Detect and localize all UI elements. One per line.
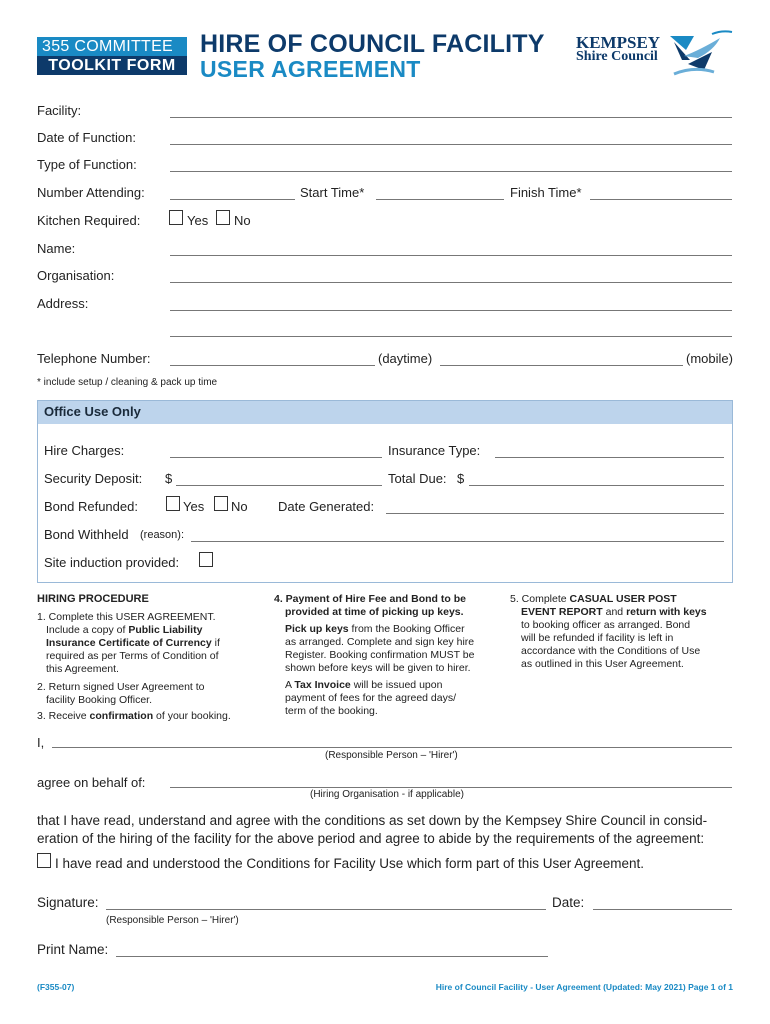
step1-line3 — [37, 637, 252, 650]
procedure-column-2 — [274, 593, 499, 718]
step5-bold-2: EVENT REPORT — [521, 606, 603, 618]
number-attending-label: Number Attending: — [37, 185, 145, 200]
step4-title-line2: provided at time of picking up keys. — [285, 606, 464, 618]
office-use-title: Office Use Only — [44, 404, 141, 419]
footer-page-info: Hire of Council Facility - User Agreement (Updated: May 2021) Page 1 of 1 — [435, 982, 733, 992]
bond-refunded-label: Bond Refunded: — [44, 499, 138, 514]
telephone-mobile-field[interactable] — [440, 365, 683, 366]
step4-p2-line2: payment of fees for the agreed days/ — [285, 692, 457, 704]
step5-line3: to booking officer as arranged. Bond — [521, 619, 691, 631]
mobile-label: (mobile) — [686, 351, 733, 366]
bond-refunded-no-checkbox[interactable] — [214, 496, 228, 511]
step4-paragraph-2 — [274, 679, 499, 718]
read-conditions-label: I have read and understood the Conditions for Facility Use which form part of this User Agreement. — [55, 856, 645, 871]
step5-line6: as outlined in this User Agreement. — [521, 658, 684, 670]
daytime-label: (daytime) — [378, 351, 433, 366]
facility-label: Facility: — [37, 103, 82, 118]
address-field-line2[interactable] — [170, 336, 732, 337]
agreement-statement-line2: eration of the hiring of the facility for the above period and agree to abide by the requirements of the agreement: — [37, 831, 705, 846]
security-deposit-currency: $ — [165, 471, 173, 486]
step4-p2-text-2: will be issued upon — [353, 679, 443, 691]
step1-bold-text: Public Liability — [128, 624, 203, 636]
step5-line5: accordance with the Conditions of Use — [521, 645, 701, 657]
step1-text-2: if — [214, 637, 220, 649]
step1-line5: this Agreement. — [46, 663, 119, 675]
hirer-name-field[interactable] — [52, 747, 732, 748]
name-label: Name: — [37, 241, 76, 256]
step1-bold-text-2: Insurance Certificate of Currency — [46, 637, 212, 649]
date-of-function-field[interactable] — [170, 144, 732, 145]
telephone-daytime-field[interactable] — [170, 365, 375, 366]
signature-caption: (Responsible Person – 'Hirer') — [106, 915, 239, 926]
address-label: Address: — [37, 296, 89, 311]
hiring-organisation-caption: (Hiring Organisation - if applicable) — [310, 789, 464, 800]
procedure-column-3 — [510, 593, 735, 671]
insurance-type-field[interactable] — [495, 457, 724, 458]
procedure-column-1 — [37, 593, 252, 723]
step4-p2-bold: Tax Invoice — [294, 679, 351, 691]
print-name-field[interactable] — [116, 956, 548, 957]
agreement-statement-line1: that I have read, understand and agree with the conditions as set down by the Kempsey Shire Council in consid- — [37, 813, 708, 828]
agreement-statement — [37, 812, 707, 848]
step4-paragraph-1 — [274, 623, 499, 675]
finish-time-field[interactable] — [590, 199, 732, 200]
agree-on-behalf-label: agree on behalf of: — [37, 775, 146, 790]
signature-label: Signature: — [37, 895, 99, 910]
type-of-function-label: Type of Function: — [37, 157, 137, 172]
step4-bold-text: Pick up keys — [285, 623, 349, 635]
step1-line4: required as per Terms of Condition of — [46, 650, 219, 662]
site-induction-label: Site induction provided: — [44, 555, 180, 570]
finish-time-label: Finish Time* — [510, 185, 582, 200]
step4-line4: shown before keys will be given to hirer. — [285, 662, 471, 674]
procedure-heading: HIRING PROCEDURE — [37, 593, 149, 605]
procedure-step-1 — [37, 611, 252, 676]
bond-refunded-no-label: No — [231, 499, 248, 514]
bond-refunded-yes-checkbox[interactable] — [166, 496, 180, 511]
signature-field[interactable] — [106, 909, 546, 910]
date-of-function-label: Date of Function: — [37, 130, 136, 145]
print-name-label: Print Name: — [37, 942, 109, 957]
date-generated-field[interactable] — [386, 513, 724, 514]
form-code: (F355-07) — [37, 982, 75, 992]
page-subtitle: USER AGREEMENT — [200, 56, 421, 82]
date-label: Date: — [552, 895, 585, 910]
responsible-person-caption: (Responsible Person – 'Hirer') — [325, 750, 458, 761]
security-deposit-label: Security Deposit: — [44, 471, 143, 486]
kitchen-yes-label: Yes — [187, 213, 209, 228]
total-due-field[interactable] — [469, 485, 724, 486]
hire-charges-label: Hire Charges: — [44, 443, 125, 458]
step5-bold-1: CASUAL USER POST — [569, 593, 677, 605]
step5-text: 5. Complete — [510, 593, 567, 605]
total-due-currency: $ — [457, 471, 465, 486]
step4-line2: as arranged. Complete and sign key hire — [285, 636, 475, 648]
start-time-label: Start Time* — [300, 185, 365, 200]
toolkit-badge-top: 355 COMMITTEE — [37, 37, 187, 57]
bond-withheld-label: Bond Withheld — [44, 527, 129, 542]
page-title: HIRE OF COUNCIL FACILITY — [200, 30, 545, 58]
procedure-step-2 — [37, 681, 252, 707]
step1-line1: 1. Complete this USER AGREEMENT. — [37, 611, 216, 623]
step1-line2 — [37, 624, 252, 637]
logo-text-kempsey: KEMPSEY — [576, 33, 661, 52]
logo-text-shire-council: Shire Council — [576, 49, 658, 64]
toolkit-badge-bottom: TOOLKIT FORM — [37, 56, 187, 75]
step4-p2-line3: term of the booking. — [285, 705, 378, 717]
address-field-line1[interactable] — [170, 310, 732, 311]
council-logo-icon — [664, 30, 734, 78]
step1-text: Include a copy of — [46, 624, 126, 636]
organisation-label: Organisation: — [37, 268, 115, 283]
site-induction-checkbox[interactable] — [199, 552, 213, 567]
total-due-label: Total Due: — [388, 471, 447, 486]
start-time-field[interactable] — [376, 199, 504, 200]
kitchen-required-label: Kitchen Required: — [37, 213, 141, 228]
organisation-field[interactable] — [170, 282, 732, 283]
step2-line1: 2. Return signed User Agreement to — [37, 681, 205, 693]
step3-text: 3. Receive — [37, 710, 87, 722]
step5-line4: will be refunded if facility is left in — [521, 632, 674, 644]
step3-bold-text: confirmation — [89, 710, 154, 722]
number-attending-field[interactable] — [170, 199, 295, 200]
hiring-organisation-field[interactable] — [170, 787, 732, 788]
security-deposit-field[interactable] — [176, 485, 382, 486]
step5-bold-3: return with keys — [626, 606, 707, 618]
step2-line2: facility Booking Officer. — [46, 694, 153, 706]
read-conditions-checkbox[interactable] — [37, 853, 51, 868]
kitchen-yes-checkbox[interactable] — [169, 210, 183, 225]
facility-field[interactable] — [170, 117, 732, 118]
bond-withheld-field[interactable] — [191, 541, 724, 542]
procedure-step-3 — [37, 710, 252, 723]
name-field[interactable] — [170, 255, 732, 256]
step4-text: from the Booking Officer — [351, 623, 465, 635]
office-use-header — [38, 401, 732, 424]
telephone-label: Telephone Number: — [37, 351, 151, 366]
step5-text-2: and — [605, 606, 624, 618]
date-generated-label: Date Generated: — [278, 499, 375, 514]
step3-text-2: of your booking. — [156, 710, 231, 722]
step4-line3: Register. Booking confirmation MUST be — [285, 649, 475, 661]
kitchen-no-label: No — [234, 213, 251, 228]
bond-withheld-reason-label: (reason): — [140, 529, 185, 541]
type-of-function-field[interactable] — [170, 171, 732, 172]
kitchen-no-checkbox[interactable] — [216, 210, 230, 225]
step4-title-line1: 4. Payment of Hire Fee and Bond to be — [274, 593, 466, 605]
hire-charges-field[interactable] — [170, 457, 382, 458]
footnote-text: * include setup / cleaning & pack up time — [37, 377, 218, 388]
bond-refunded-yes-label: Yes — [183, 499, 205, 514]
i-label: I, — [37, 735, 45, 750]
step4-p2-text: A — [285, 679, 292, 691]
insurance-type-label: Insurance Type: — [388, 443, 481, 458]
date-field[interactable] — [593, 909, 732, 910]
